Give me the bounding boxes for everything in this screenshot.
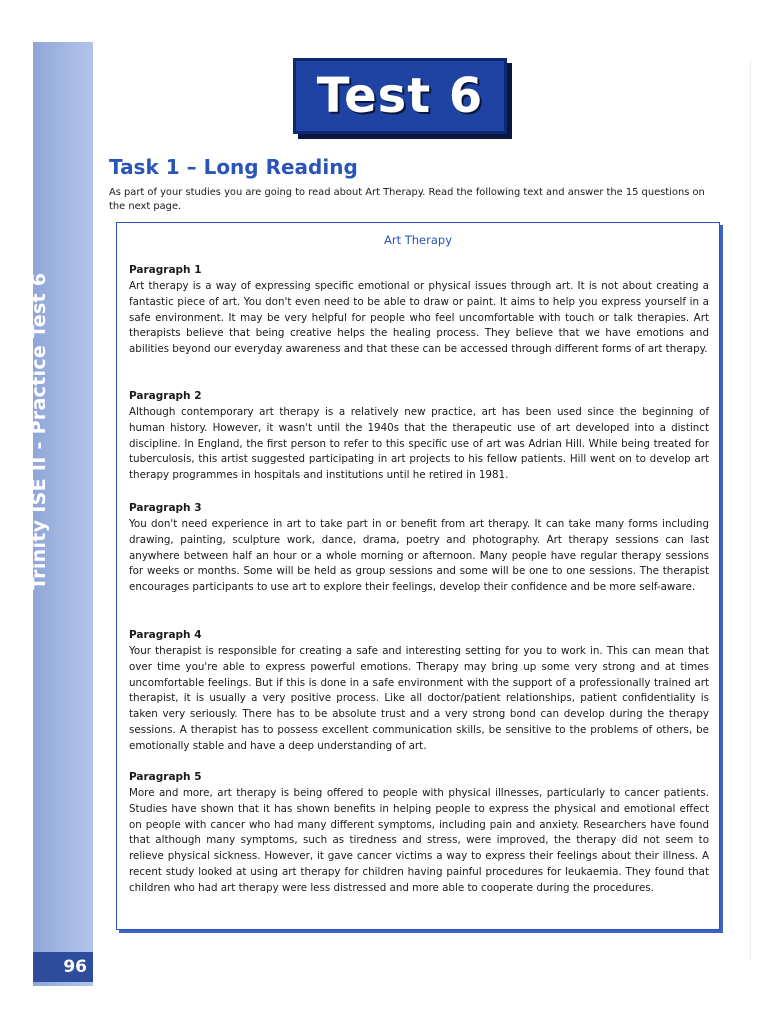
reading-title: Art Therapy — [383, 233, 453, 247]
reading-text-box — [116, 222, 720, 930]
paragraph-1-text: Art therapy is a way of expressing specific emotional or physical issues through art. It is not about creating a fantastic piece of art. You don't even need to be able to draw or paint. It aims to help you express yourself in a safe environment. It may be very helpful for people who feel uncomfortable with touch or talk therapies. Art therapists believe that being creative helps the healing process. They believe that we have emotions and abilities beyond our everyday awareness and that these can be accessed through different forms of art therapy. — [129, 280, 709, 356]
paragraph-2-heading: Paragraph 2 — [129, 390, 202, 402]
paragraph-4-text: Your therapist is responsible for creating a safe and interesting setting for you to work in. This can mean that over time you're able to express powerful emotions. Therapy may bring up some very strong and at times uncomfortable feelings. But if this is done in a safe environment with the support of a professionally trained art therapist, it is usually a very positive process. Like all doctor/patient relationships, patient confidentiality is taken very seriously. There has to be absolute trust and a very strong bond can develop during the therapy sessions. A therapist has to possess excellent communication skills, be sensitive to the problems of others, be emotionally stable and have a deep understanding of art. — [129, 645, 709, 752]
paragraph-4-heading: Paragraph 4 — [129, 629, 202, 641]
page-edge-divider — [750, 60, 751, 960]
sidebar-title: Trinity ISE II - Practice Test 6 — [28, 272, 50, 590]
paragraph-5-text: More and more, art therapy is being offered to people with physical illnesses, particularly to cancer patients. Studies have shown that it has shown benefits in helping people to express the physical and emotional effect on people with cancer who had many different symptoms, including pain and anxiety. Researchers have found that although many symptoms, such as tiredness and stress, were improved, the therapy did not seem to relieve physical sickness. However, it gave cancer victims a way to express their feelings about their illness. A recent study looked at using art therapy for children having painful procedures for leukaemia. They found that children who had art therapy were less distressed and more able to cooperate during the procedures. — [129, 787, 709, 894]
paragraph-3-text: You don't need experience in art to take part in or benefit from art therapy. It can take many forms including drawing, painting, sculpture work, dance, drama, poetry and photography. Art therapy sessions can last anywhere between half an hour or a whole morning or afternoon. Many people have regular therapy sessions for weeks or months. Some will be held as group sessions and some will be one to one sessions. The therapist encourages participants to use art to explore their feelings, develop their confidence and be more self-aware. — [129, 518, 709, 594]
task-instructions: As part of your studies you are going to read about Art Therapy. Read the following text and answer the 15 questions on the next page. — [109, 187, 705, 212]
paragraph-2-text: Although contemporary art therapy is a relatively new practice, art has been used since the beginning of human history. However, it wasn't until the 1940s that the therapeutic use of art developed into a distinct discipline. In England, the first person to refer to this specific use of art was Adrian Hill. While being treated for tuberculosis, this artist suggested participating in art projects to his fellow patients. Hill went on to develop art therapy programmes in hospitals and institutions until he retired in 1981. — [129, 406, 709, 482]
page-number: 96 — [33, 952, 93, 982]
paragraph-3-heading: Paragraph 3 — [129, 502, 202, 514]
task-title: Task 1 – Long Reading — [109, 155, 358, 179]
paragraph-5-heading: Paragraph 5 — [129, 771, 202, 783]
test-badge: Test 6 — [293, 58, 507, 134]
paragraph-1-heading: Paragraph 1 — [129, 264, 202, 276]
